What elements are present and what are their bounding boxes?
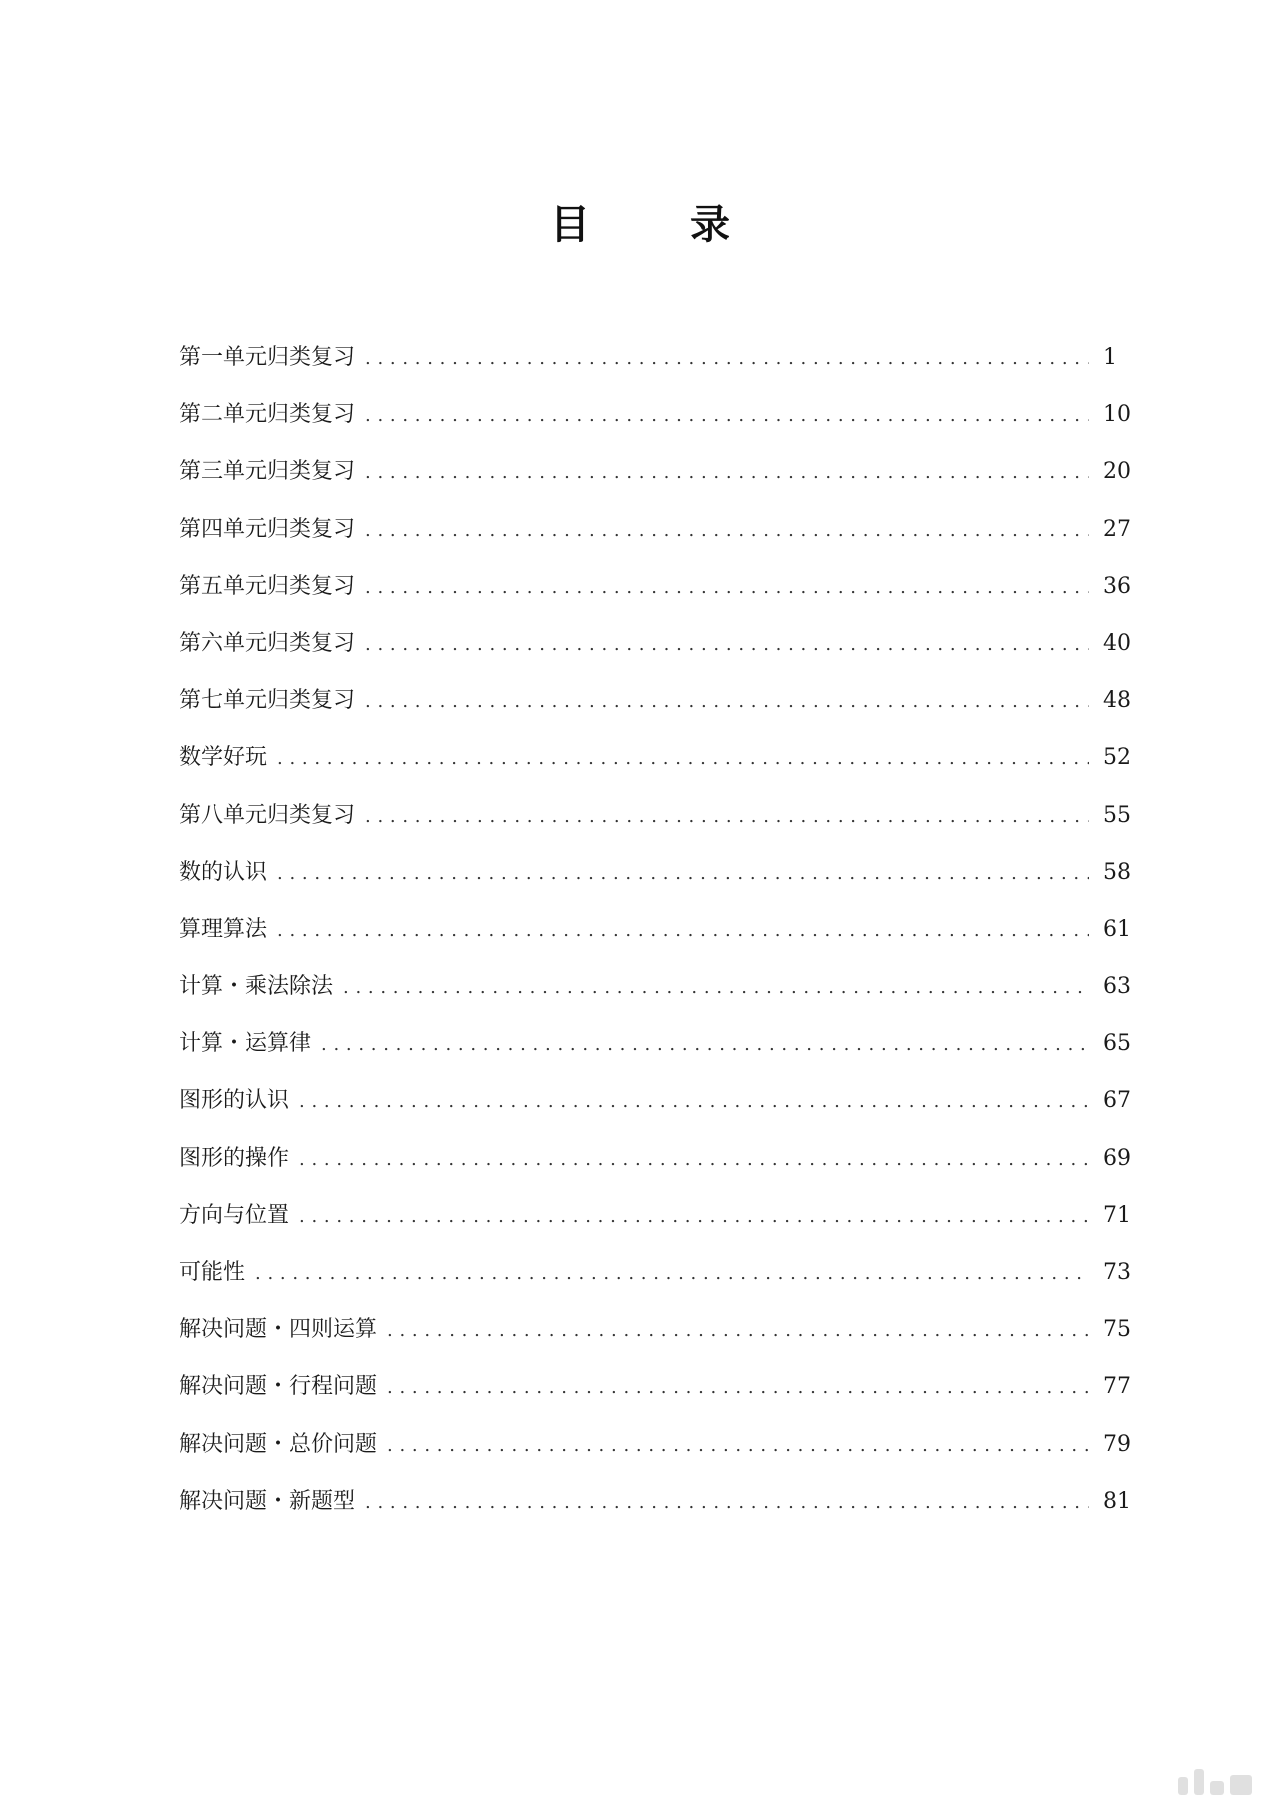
toc-entry-page-number: 77	[1103, 1374, 1131, 1400]
toc-entry[interactable]	[179, 1141, 1149, 1198]
toc-entry-label: 数的认识	[179, 859, 268, 885]
toc-entry[interactable]	[179, 1484, 1149, 1541]
dot-leader	[365, 806, 1089, 827]
toc-entry[interactable]	[179, 1369, 1149, 1426]
toc-entry-label: 算理算法	[179, 916, 268, 942]
toc-entry[interactable]	[179, 340, 1149, 397]
toc-entry-label: 第六单元归类复习	[179, 630, 356, 656]
toc-entry-label: 第七单元归类复习	[179, 688, 356, 714]
toc-entry-label: 解决问题・行程问题	[179, 1374, 378, 1400]
toc-entry-page-number: 55	[1103, 802, 1131, 828]
toc-entry[interactable]	[179, 740, 1149, 797]
dot-leader	[387, 1320, 1089, 1341]
toc-entry-label: 图形的操作	[179, 1145, 290, 1171]
toc-entry[interactable]	[179, 969, 1149, 1026]
dot-leader	[365, 691, 1089, 712]
toc-entry-label: 可能性	[179, 1260, 246, 1285]
toc-entry-label: 方向与位置	[179, 1202, 290, 1228]
toc-entry-label: 第八单元归类复习	[179, 802, 356, 828]
toc-entry[interactable]	[179, 1083, 1149, 1140]
dot-leader	[365, 462, 1089, 483]
dot-leader	[321, 1034, 1089, 1055]
dot-leader	[365, 348, 1089, 369]
toc-entry-label: 计算・运算律	[179, 1031, 312, 1057]
toc-entry-label: 第五单元归类复习	[179, 573, 356, 599]
toc-entry-label: 计算・乘法除法	[179, 974, 334, 1000]
toc-entry-page-number: 61	[1103, 916, 1131, 942]
toc-entry[interactable]	[179, 1312, 1149, 1369]
toc-entry-page-number: 81	[1103, 1488, 1131, 1514]
toc-entry[interactable]	[179, 1026, 1149, 1083]
dot-leader	[255, 1263, 1089, 1284]
toc-entry[interactable]	[179, 1198, 1149, 1255]
dot-leader	[299, 1206, 1089, 1227]
dot-leader	[365, 1492, 1089, 1513]
toc-entry-page-number: 52	[1103, 745, 1131, 771]
toc-entry[interactable]	[179, 1427, 1149, 1484]
toc-entry-page-number: 67	[1103, 1088, 1131, 1114]
dot-leader	[365, 405, 1089, 426]
toc-entry-page-number: 63	[1103, 974, 1131, 1000]
toc-entry-page-number: 75	[1103, 1317, 1131, 1343]
toc-entry-page-number: 40	[1103, 630, 1131, 656]
toc-entry-label: 第四单元归类复习	[179, 516, 356, 542]
toc-entry-label: 解决问题・新题型	[179, 1488, 356, 1514]
toc-entry[interactable]	[179, 855, 1149, 912]
toc-list	[179, 340, 1149, 1541]
toc-entry-page-number: 71	[1103, 1202, 1131, 1228]
page-title: 目 录	[550, 202, 760, 248]
dot-leader	[365, 577, 1089, 598]
toc-entry-page-number: 36	[1103, 573, 1131, 599]
toc-entry-label: 第二单元归类复习	[179, 402, 356, 428]
toc-entry-label: 数学好玩	[179, 745, 268, 771]
toc-entry-label: 解决问题・四则运算	[179, 1317, 378, 1343]
toc-entry[interactable]	[179, 626, 1149, 683]
toc-entry-page-number: 1	[1103, 345, 1117, 370]
toc-entry[interactable]	[179, 1255, 1149, 1312]
toc-entry-label: 第一单元归类复习	[179, 345, 356, 370]
toc-entry-page-number: 79	[1103, 1431, 1131, 1457]
dot-leader	[277, 863, 1089, 884]
toc-entry-label: 第三单元归类复习	[179, 459, 356, 485]
dot-leader	[299, 1091, 1089, 1112]
toc-entry[interactable]	[179, 512, 1149, 569]
dot-leader	[387, 1377, 1089, 1398]
dot-leader	[277, 920, 1089, 941]
toc-entry-page-number: 27	[1103, 516, 1131, 542]
dot-leader	[277, 748, 1089, 769]
toc-entry-label: 图形的认识	[179, 1088, 290, 1114]
toc-entry-page-number: 48	[1103, 688, 1131, 714]
toc-entry-label: 解决问题・总价问题	[179, 1431, 378, 1457]
toc-entry[interactable]	[179, 569, 1149, 626]
toc-entry-page-number: 58	[1103, 859, 1131, 885]
toc-entry-page-number: 20	[1103, 459, 1131, 485]
toc-entry-page-number: 73	[1103, 1260, 1131, 1285]
toc-entry[interactable]	[179, 397, 1149, 454]
toc-entry-page-number: 65	[1103, 1031, 1131, 1057]
toc-entry-page-number: 10	[1103, 402, 1131, 428]
dot-leader	[299, 1149, 1089, 1170]
toc-entry-page-number: 69	[1103, 1145, 1131, 1171]
toc-entry[interactable]	[179, 454, 1149, 511]
dot-leader	[343, 977, 1089, 998]
dot-leader	[365, 520, 1089, 541]
dot-leader	[365, 634, 1089, 655]
dot-leader	[387, 1435, 1089, 1456]
watermark	[1178, 1769, 1252, 1795]
toc-entry[interactable]	[179, 798, 1149, 855]
toc-entry[interactable]	[179, 683, 1149, 740]
toc-entry[interactable]	[179, 912, 1149, 969]
